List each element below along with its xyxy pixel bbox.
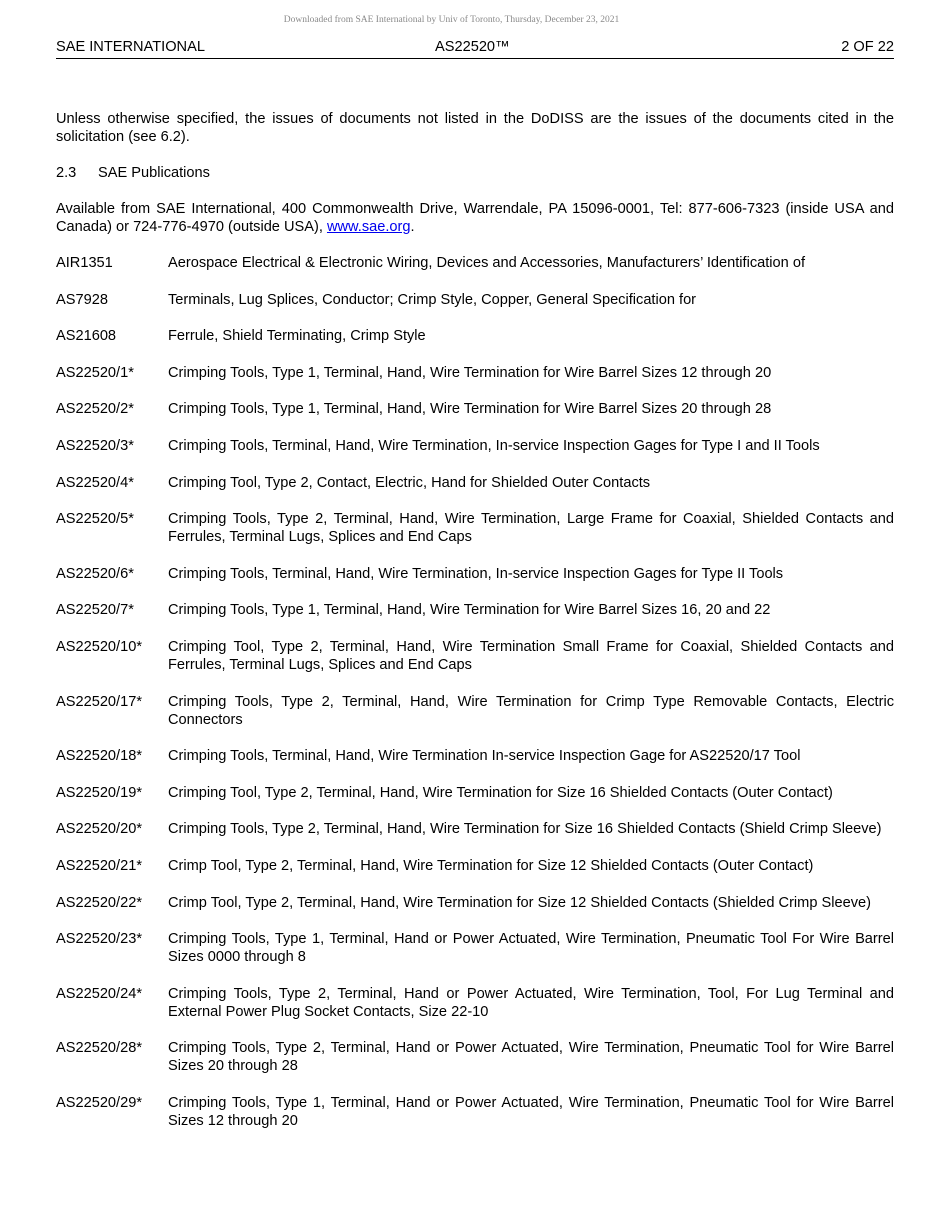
reference-id: AS22520/5* xyxy=(56,511,134,528)
reference-id: AS22520/19* xyxy=(56,784,143,801)
download-watermark: Downloaded from SAE International by Univ of Toronto, Thursday, December 23, 2021 xyxy=(283,15,620,25)
header-organization: SAE INTERNATIONAL xyxy=(56,39,205,55)
reference-id: AS22520/23* xyxy=(56,931,143,948)
reference-item xyxy=(56,291,894,309)
reference-title: Crimping Tool, Type 2, Terminal, Hand, Wire Termination for Size 16 Shielded Contacts (Outer Contact) xyxy=(168,784,833,801)
reference-id: AS21608 xyxy=(56,328,117,345)
reference-item xyxy=(56,930,894,966)
page-body xyxy=(56,110,894,1148)
availability-trailing: . xyxy=(410,219,415,235)
section-heading xyxy=(56,164,894,182)
reference-title: Crimping Tool, Type 2, Terminal, Hand, Wire Termination Small Frame for Coaxial, Shielded Contacts and Ferrules, Terminal Lugs, Splices and End Caps xyxy=(168,638,894,673)
reference-title: Crimping Tools, Type 2, Terminal, Hand, Wire Termination for Size 16 Shielded Contacts (Shield Crimp Sleeve) xyxy=(168,821,882,838)
reference-title: Crimping Tools, Terminal, Hand, Wire Termination, In-service Inspection Gages for Type II Tools xyxy=(168,565,784,582)
sae-website-link[interactable]: www.sae.org xyxy=(326,219,411,235)
reference-item xyxy=(56,254,894,272)
reference-id: AS22520/10* xyxy=(56,638,143,655)
reference-id: AS22520/21* xyxy=(56,857,143,874)
reference-item xyxy=(56,327,894,345)
reference-id: AS22520/1* xyxy=(56,364,134,381)
header-page-number: 2 OF 22 xyxy=(841,39,894,55)
reference-item xyxy=(56,747,894,765)
reference-item xyxy=(56,437,894,455)
reference-id: AS22520/18* xyxy=(56,748,143,765)
intro-paragraph: Unless otherwise specified, the issues of documents not listed in the DoDISS are the issues of the documents cited in the solicitation (see 6.2). xyxy=(56,111,894,145)
section-title: SAE Publications xyxy=(98,165,210,181)
reference-id: AS22520/22* xyxy=(56,894,143,911)
reference-item xyxy=(56,400,894,418)
reference-id: AS7928 xyxy=(56,291,108,308)
reference-id: AS22520/6* xyxy=(56,565,134,582)
reference-id: AIR1351 xyxy=(56,255,113,271)
section-number: 2.3 xyxy=(56,165,77,181)
reference-title: Crimp Tool, Type 2, Terminal, Hand, Wire Termination for Size 12 Shielded Contacts (Outer Contact) xyxy=(168,857,814,874)
reference-title: Crimping Tools, Type 1, Terminal, Hand or Power Actuated, Wire Termination, Pneumatic Tool For Wire Barrel Sizes 0000 through 8 xyxy=(168,931,894,966)
reference-item xyxy=(56,474,894,492)
reference-title: Crimping Tools, Type 2, Terminal, Hand, Wire Termination, Large Frame for Coaxial, Shielded Contacts and Ferrules, Terminal Lugs, Splices and End Caps xyxy=(168,511,894,546)
reference-title: Crimping Tools, Type 2, Terminal, Hand, Wire Termination for Crimp Type Removable Contacts, Electric Connectors xyxy=(168,693,894,728)
reference-item xyxy=(56,693,894,729)
reference-item xyxy=(56,857,894,875)
reference-id: AS22520/20* xyxy=(56,821,143,838)
reference-title: Crimping Tools, Type 1, Terminal, Hand or Power Actuated, Wire Termination, Pneumatic Tool for Wire Barrel Sizes 12 through 20 xyxy=(168,1094,894,1129)
reference-item xyxy=(56,1039,894,1075)
reference-id: AS22520/28* xyxy=(56,1040,143,1057)
availability-text: Available from SAE International, 400 Commonwealth Drive, Warrendale, PA 15096-0001, Tel: 877-606-7323 (inside USA and Canada) or 724-776-4970 (outside USA), xyxy=(56,201,894,235)
reference-id: AS22520/17* xyxy=(56,693,143,710)
reference-title: Crimping Tools, Type 1, Terminal, Hand, Wire Termination for Wire Barrel Sizes 16, 20 and 22 xyxy=(168,602,771,619)
reference-item xyxy=(56,510,894,546)
reference-id: AS22520/4* xyxy=(56,474,134,491)
reference-item xyxy=(56,601,894,619)
reference-list xyxy=(56,254,894,1130)
reference-title: Crimping Tools, Type 1, Terminal, Hand, Wire Termination for Wire Barrel Sizes 20 through 28 xyxy=(168,401,772,418)
reference-item xyxy=(56,364,894,382)
reference-title: Crimping Tools, Type 2, Terminal, Hand or Power Actuated, Wire Termination, Tool, For Lug Terminal and External Power Plug Socket Contacts, Size 22-10 xyxy=(168,985,894,1020)
reference-item xyxy=(56,894,894,912)
availability-paragraph xyxy=(56,200,894,236)
reference-item xyxy=(56,784,894,802)
reference-title: Crimping Tools, Type 1, Terminal, Hand, Wire Termination for Wire Barrel Sizes 12 through 20 xyxy=(168,364,772,381)
reference-id: AS22520/29* xyxy=(56,1094,143,1111)
reference-title: Crimping Tools, Type 2, Terminal, Hand or Power Actuated, Wire Termination, Pneumatic Tool for Wire Barrel Sizes 20 through 28 xyxy=(168,1040,894,1075)
reference-title: Crimping Tool, Type 2, Contact, Electric, Hand for Shielded Outer Contacts xyxy=(168,474,651,491)
reference-id: AS22520/2* xyxy=(56,401,134,418)
reference-item xyxy=(56,985,894,1021)
reference-item xyxy=(56,1094,894,1130)
reference-title: Crimping Tools, Terminal, Hand, Wire Termination, In-service Inspection Gages for Type I and II Tools xyxy=(168,437,820,454)
reference-id: AS22520/24* xyxy=(56,985,143,1002)
reference-title: Terminals, Lug Splices, Conductor; Crimp Style, Copper, General Specification for xyxy=(168,291,697,308)
header-document-number: AS22520™ xyxy=(435,39,510,55)
reference-title: Crimp Tool, Type 2, Terminal, Hand, Wire Termination for Size 12 Shielded Contacts (Shielded Crimp Sleeve) xyxy=(168,894,871,911)
reference-item xyxy=(56,638,894,674)
reference-title: Ferrule, Shield Terminating, Crimp Style xyxy=(168,328,426,345)
reference-title: Aerospace Electrical & Electronic Wiring, Devices and Accessories, Manufacturers’ Identification of xyxy=(168,255,805,271)
reference-title: Crimping Tools, Terminal, Hand, Wire Termination In-service Inspection Gage for AS22520/17 Tool xyxy=(168,748,801,765)
reference-id: AS22520/7* xyxy=(56,602,134,619)
reference-id: AS22520/3* xyxy=(56,437,134,454)
page-header xyxy=(56,38,894,59)
reference-item xyxy=(56,820,894,838)
reference-item xyxy=(56,565,894,583)
